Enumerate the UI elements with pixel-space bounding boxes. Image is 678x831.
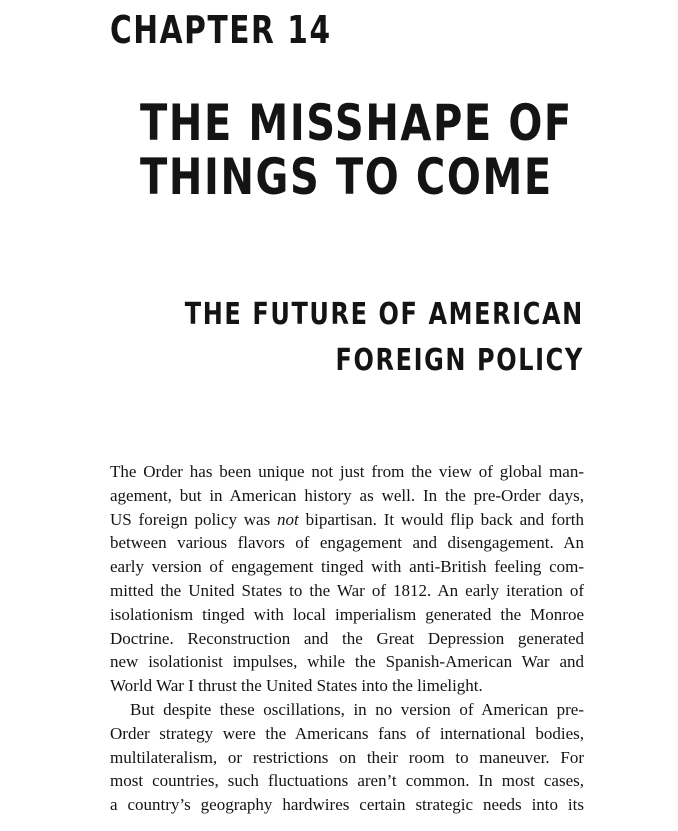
chapter-subtitle-line-1: THE FUTURE OF AMERICAN	[184, 297, 584, 332]
chapter-title-line-1: THE MISSHAPE OF	[140, 94, 573, 152]
text-line: a country’s geography hardwires certain strategic needs into its	[110, 795, 584, 815]
chapter-label: CHAPTER 14	[110, 8, 332, 52]
paragraph-1	[110, 460, 584, 698]
chapter-title-line-2: THINGS TO COME	[140, 148, 553, 206]
text-line	[110, 508, 584, 532]
body-text	[110, 460, 584, 817]
text-line: World War I thrust the United States into the limelight.	[110, 676, 483, 696]
text-line: Doctrine. Reconstruction and the Great Depression generated	[110, 628, 584, 648]
text-line: mitted the United States to the War of 1812. An early iteration of	[110, 580, 584, 600]
paragraph-2	[110, 698, 584, 817]
text-line: new isolationist impulses, while the Spanish-American War and	[110, 652, 584, 672]
text-line: agement, but in American history as well. In the pre-Order days,	[110, 485, 584, 505]
text-line: most countries, such fluctuations aren’t common. In most cases,	[110, 771, 584, 791]
chapter-title	[140, 96, 573, 204]
text-fragment: US foreign policy was	[110, 509, 278, 529]
chapter-subtitle-line-2: FOREIGN POLICY	[335, 343, 584, 378]
text-line: multilateralism, or restrictions on their room to maneuver. For	[110, 747, 584, 767]
text-line: early version of engagement tinged with anti-British feeling com-	[110, 557, 584, 577]
text-line: But despite these oscillations, in no version of American pre-	[130, 699, 584, 719]
text-line: between various flavors of engagement and disengagement. An	[110, 533, 584, 553]
text-line: isolationism tinged with local imperialism generated the Monroe	[110, 604, 584, 624]
text-line: Order strategy were the Americans fans of international bodies,	[110, 723, 584, 743]
text-fragment: bipartisan. It would flip back and forth	[298, 509, 584, 529]
text-line: The Order has been unique not just from the view of global man-	[110, 462, 584, 481]
emphasized-word: not	[277, 509, 299, 529]
chapter-subtitle	[185, 292, 584, 384]
